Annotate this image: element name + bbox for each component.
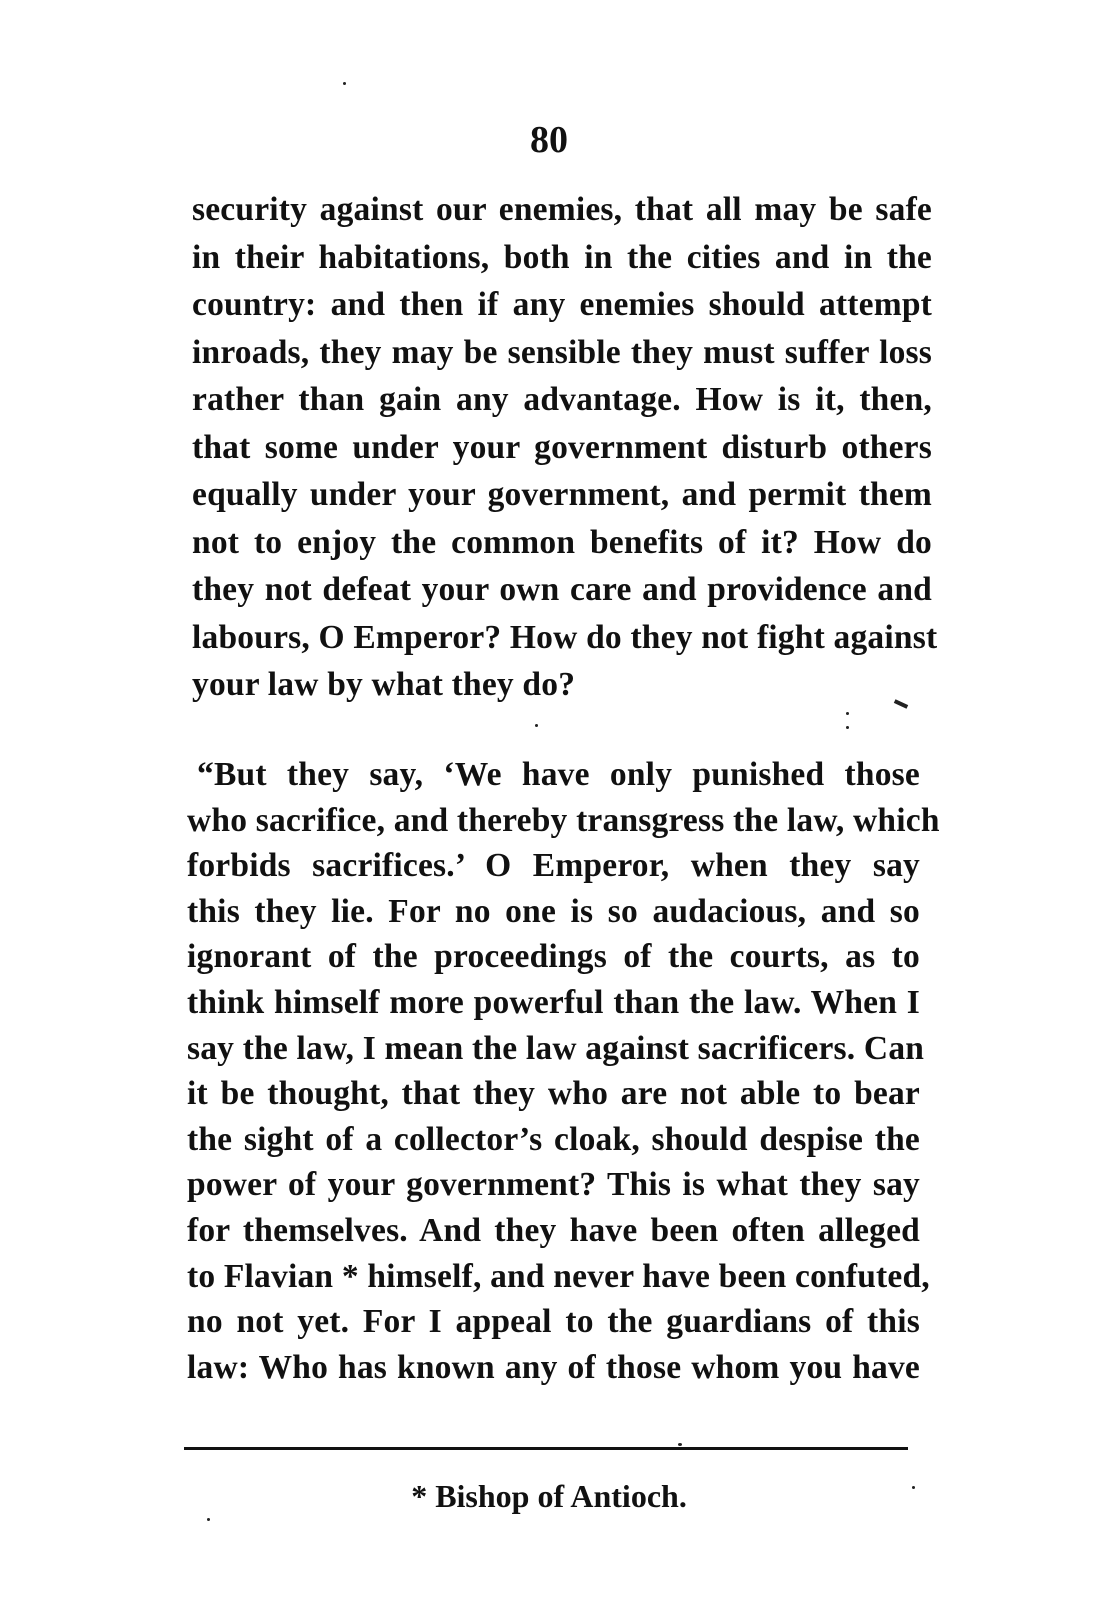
paragraph-2 [187, 752, 940, 1390]
scan-speck [343, 82, 346, 85]
paragraph-1 [192, 186, 938, 709]
scan-speck [678, 1443, 682, 1446]
text-line: say the law, I mean the law against sacrificers. Can [187, 1029, 925, 1067]
text-line: “But they say, ‘We have only punished those [197, 756, 920, 793]
text-line: your law by what they do? [192, 666, 576, 703]
text-line: rather than gain any advantage. How is it, then, [192, 381, 932, 418]
scan-speck [846, 726, 849, 729]
text-line: country: and then if any enemies should attempt [192, 286, 932, 323]
text-line: equally under your government, and permit them [192, 476, 932, 513]
text-line: ignorant of the proceedings of the courts, as to [187, 938, 920, 976]
text-line: power of your government? This is what they say [187, 1166, 920, 1204]
text-line: in their habitations, both in the cities and in the [192, 238, 932, 276]
scan-speck [207, 1518, 210, 1521]
text-line: who sacrifice, and thereby transgress the law, which [187, 801, 940, 839]
scan-speck [912, 1486, 915, 1489]
scan-speck [535, 724, 538, 727]
page-number: 80 [530, 119, 568, 161]
text-line: law: Who has known any of those whom you have [187, 1348, 920, 1386]
text-line: they not defeat your own care and providence and [192, 571, 932, 608]
text-line: no not yet. For I appeal to the guardians of this [187, 1303, 920, 1341]
text-line: security against our enemies, that all may be safe [192, 191, 932, 228]
text-line: this they lie. For no one is so audacious, and so [187, 892, 920, 930]
scan-speck [846, 712, 849, 715]
text-line: labours, O Emperor? How do they not fight against [192, 618, 938, 656]
footnote: * Bishop of Antioch. [411, 1478, 687, 1514]
text-line: think himself more powerful than the law. When I [187, 983, 920, 1021]
text-line: that some under your government disturb others [192, 428, 932, 466]
text-line: it be thought, that they who are not able to bear [187, 1075, 920, 1113]
footnote-divider [184, 1447, 908, 1450]
text-line: the sight of a collector’s cloak, should despise the [187, 1120, 920, 1158]
text-line: forbids sacrifices.’ O Emperor, when they say [187, 847, 920, 885]
text-line: to Flavian * himself, and never have been confuted, [187, 1257, 930, 1295]
text-line: for themselves. And they have been often alleged [187, 1211, 920, 1249]
text-line: not to enjoy the common benefits of it? How do [192, 523, 932, 561]
text-line: inroads, they may be sensible they must suffer loss [192, 333, 932, 371]
